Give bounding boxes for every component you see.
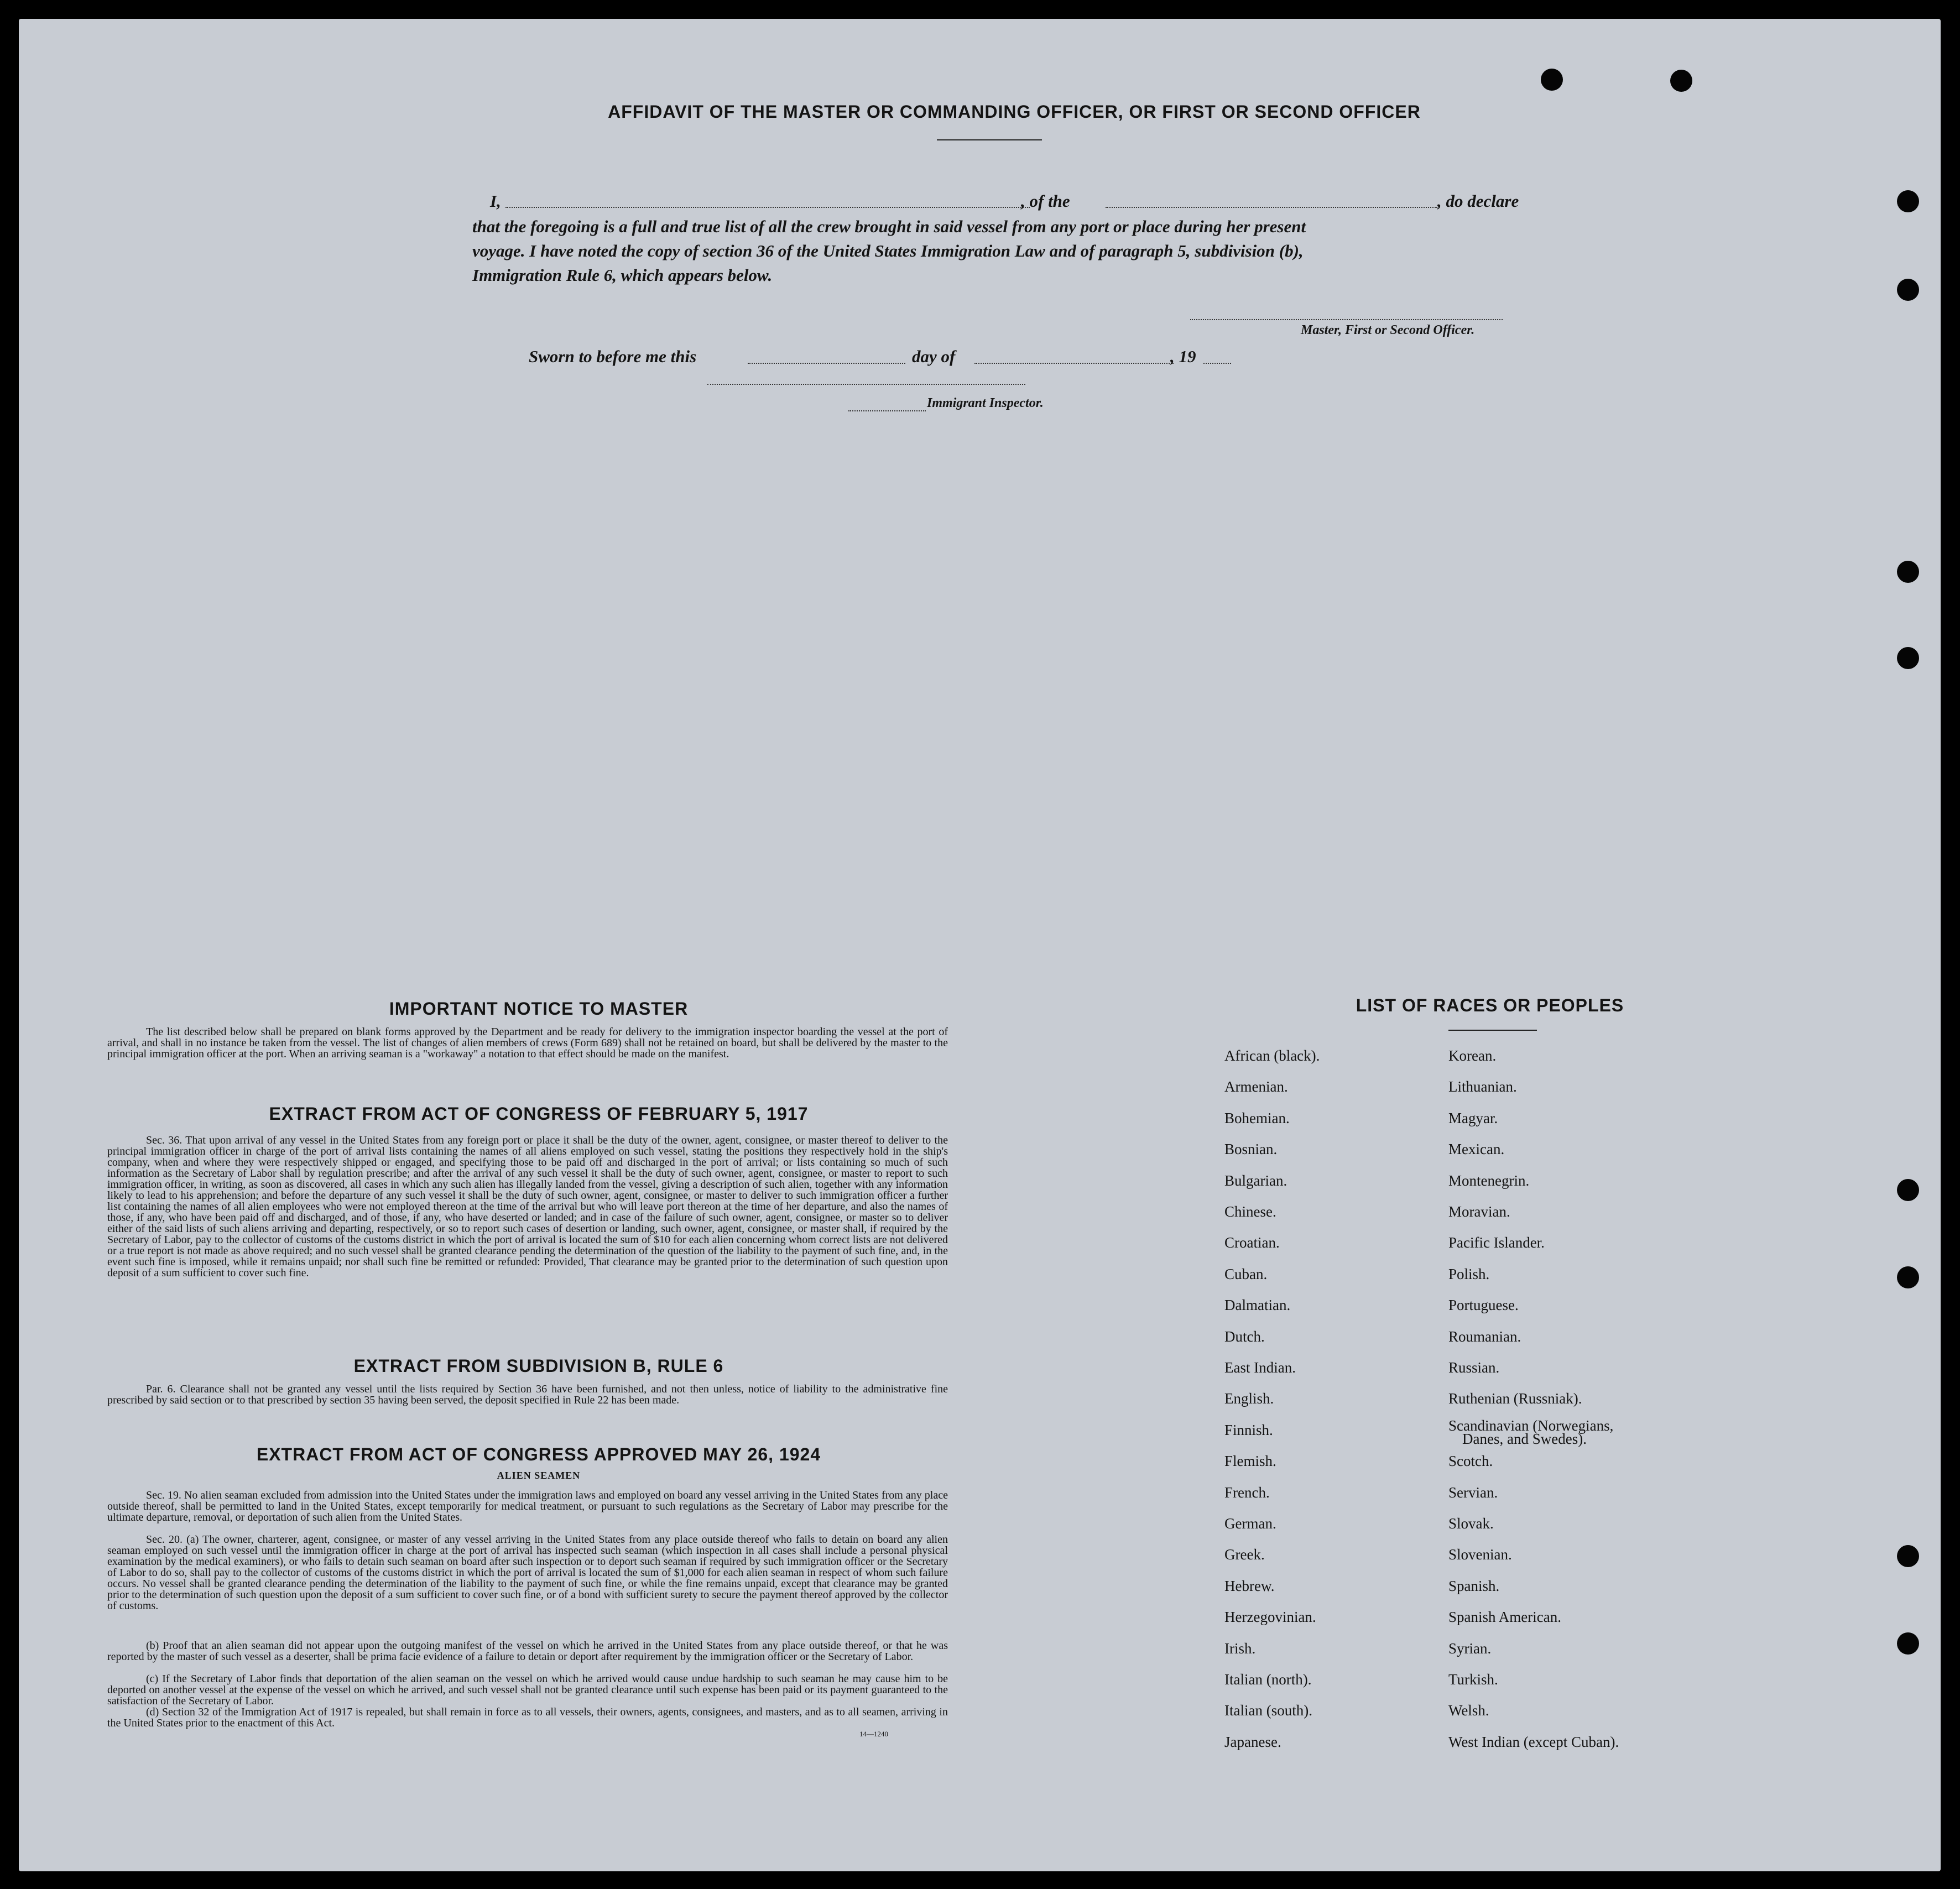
race-item: Hebrew.	[1224, 1578, 1275, 1594]
title-rule	[937, 139, 1042, 140]
race-item: Flemish.	[1224, 1453, 1276, 1469]
race-item: Roumanian.	[1448, 1328, 1521, 1345]
notice-text: The list described below shall be prepared on blank forms approved by the Department and be ready for delivery to the immigration inspector boarding the vessel at the port of arrival, and shall in no instance be taken from the vessel. The list of changes of alien members of crews (Form 689) shall not be retained on board, but shall be delivered by the master to the principal immigration officer at the port. When an arriving seaman is a "workaway" a notation to that effect should be made on the manifest.	[107, 1026, 948, 1060]
sworn-year-field[interactable]	[1203, 363, 1231, 364]
form-number: 14—1240	[859, 1730, 888, 1738]
punch-hole	[1897, 190, 1919, 212]
extract-rule6-text: Par. 6. Clearance shall not be granted any vessel until the lists required by Section 36 have been furnished, and not then unless, notice of liability to the administrative fine prescribed by said section or to that prescribed by section 35 having been served, the deposit specified in Rule 22 has been made.	[107, 1383, 948, 1406]
form-page	[19, 19, 1941, 1871]
race-item: Scandinavian (Norwegians,	[1448, 1417, 1614, 1434]
extract-1924-para: Sec. 19. No alien seaman excluded from admission into the United States under the immigration laws and employed on board any vessel arriving in the United States from any place outside thereof, shall be permitted to land in the United States, except temporarily for medical treatment, or pursuant to such regulations as the Secretary of Labor may prescribe for the ultimate departure, removal, or deportation of such alien from the United States.	[107, 1489, 948, 1523]
race-item: Slovak.	[1448, 1515, 1494, 1532]
race-item: Bulgarian.	[1224, 1172, 1287, 1189]
races-title: LIST OF RACES OR PEOPLES	[1356, 995, 1624, 1015]
extract-1924-title: EXTRACT FROM ACT OF CONGRESS APPROVED MAY 26, 1924	[256, 1444, 821, 1464]
race-item: Scotch.	[1448, 1453, 1493, 1469]
signature-label: Master, First or Second Officer.	[1301, 323, 1475, 337]
race-item: Bosnian.	[1224, 1141, 1278, 1157]
sworn-year-label: , 19	[1170, 347, 1196, 366]
race-item: Dutch.	[1224, 1328, 1265, 1345]
race-item: Turkish.	[1448, 1671, 1498, 1688]
extract-1917-title: EXTRACT FROM ACT OF CONGRESS OF FEBRUARY 5, 1917	[269, 1104, 809, 1124]
extract-1924-para: (c) If the Secretary of Labor finds that deportation of the alien seaman on the vessel on which he arrived would cause undue hardship to such seaman he may cause him to be deported on another vessel at the expense of the vessel on which he arrived, and such vessel shall not be granted clearance until such expense has been paid or its payment guaranteed to the satisfaction of the Secretary of Labor.	[107, 1673, 948, 1707]
race-item: Chinese.	[1224, 1203, 1276, 1220]
race-item: Italian (south).	[1224, 1702, 1312, 1719]
race-item: Dalmatian.	[1224, 1297, 1291, 1313]
race-item: Korean.	[1448, 1047, 1497, 1064]
race-item: Montenegrin.	[1448, 1172, 1530, 1189]
race-item: African (black).	[1224, 1047, 1320, 1064]
notice-title: IMPORTANT NOTICE TO MASTER	[389, 999, 689, 1019]
extract-1924-para: (d) Section 32 of the Immigration Act of 1917 is repealed, but shall remain in force as to all vessels, their owners, agents, consignees, and masters, and as to all seamen, arriving in the United States prior to the enactment of this Act.	[107, 1706, 948, 1729]
extract-1924-para: (b) Proof that an alien seaman did not appear upon the outgoing manifest of the vessel on which he arrived in the United States from any place outside thereof, or that he was reported by the master of such vessel as a deserter, shall be prima facie evidence of a failure to detain or deport after requirement by the immigration officer or the Secretary of Labor.	[107, 1640, 948, 1663]
race-item: Polish.	[1448, 1266, 1490, 1282]
affidavit-title: AFFIDAVIT OF THE MASTER OR COMMANDING OFFICER, OR FIRST OR SECOND OFFICER	[608, 102, 1421, 122]
race-item: Ruthenian (Russniak).	[1448, 1390, 1582, 1407]
punch-hole	[1897, 1266, 1919, 1288]
affidavit-body-line: that the foregoing is a full and true list of all the crew brought in said vessel from any port or place during her present	[472, 217, 1306, 236]
race-item: Portuguese.	[1448, 1297, 1519, 1313]
sworn-text: Sworn to before me this	[529, 347, 697, 366]
race-item: Herzegovinian.	[1224, 1609, 1316, 1625]
vessel-field[interactable]	[1106, 207, 1437, 208]
race-item: Syrian.	[1448, 1640, 1492, 1657]
race-item: Mexican.	[1448, 1141, 1505, 1157]
punch-hole	[1897, 561, 1919, 583]
race-item: Japanese.	[1224, 1734, 1281, 1750]
extract-1924-para: Sec. 20. (a) The owner, charterer, agent, consignee, or master of any vessel arriving in the United States from any place outside thereof who fails to detain on board any alien seaman employed on such vessel until the immigration officer in charge at the port of arrival has inspected such seaman (which inspection in all cases shall include a personal physical examination by the medical examiners), or who fails to detain such seaman on board after such inspection or to deport such seaman if required by such immigration officer or the Secretary of Labor to do so, shall pay to the collector of customs of the customs district in which the port of arrival is located the sum of $1,000 for each alien seaman in respect of whom such failure occurs. No vessel shall be granted clearance pending the determination of the liability to the payment of such fine, or while the fine remains unpaid, except that clearance may be granted prior to the determination of such question upon the deposit of a sum sufficient to cover such fine, or of a bond with sufficient surety to secure the payment thereof approved by the collector of customs.	[107, 1533, 948, 1612]
race-item: English.	[1224, 1390, 1274, 1407]
race-item: Spanish American.	[1448, 1609, 1561, 1625]
race-item: Spanish.	[1448, 1578, 1500, 1594]
extract-1917-text: Sec. 36. That upon arrival of any vessel in the United States from any foreign port or place it shall be the duty of the owner, agent, consignee, or master thereof to deliver to the principal immigration officer in charge of the port of arrival lists containing the names of all aliens employed on such vessel, stating the positions they respectively hold in the ship's company, when and where they were respectively shipped or engaged, and specifying those to be paid off and discharged in the port of arrival; or lists containing so much of such information as the Secretary of Labor shall by regulation prescribe; and after the arrival of any such vessel it shall be the duty of such owner, agent, consignee, or master to report to such immigration officer, in writing, as soon as discovered, all cases in which any such alien has illegally landed from the vessel, giving a description of such alien, together with any information likely to lead to his apprehension; and before the departure of any such vessel it shall be the duty of such owner, agent, consignee, or master to deliver to such immigration officer a further list containing the names of all alien employees who were not employed thereon at the time of the arrival but who will leave port thereon at the time of her departure, and also the names of those, if any, who have been paid off and discharged, and of those, if any, who have deserted or landed; and in case of the failure of such owner, agent, consignee, or master so to deliver either of the said lists of such aliens arriving and departing, respectively, or so to report such cases of desertion or landing, such owner, agent, consignee, or master shall, if required by the Secretary of Labor, pay to the collector of customs of the customs district in which the port of arrival is located the sum of $10 for each alien concerning whom correct lists are not delivered or a true report is not made as above required; and no such vessel shall be granted clearance pending the determination of the question of the liability to the payment of such fine, and, in the event such fine is imposed, while it remains unpaid; nor shall such fine be remitted or refunded: Provided, That clearance may be granted prior to the determination of such question upon deposit of a sum sufficient to cover such fine.	[107, 1134, 948, 1279]
inspector-signature-field[interactable]	[707, 384, 1025, 385]
race-item: French.	[1224, 1484, 1270, 1501]
sworn-day-field[interactable]	[748, 363, 905, 364]
punch-hole	[1541, 69, 1563, 91]
sworn-day-label: day of	[912, 347, 956, 366]
race-item: Greek.	[1224, 1546, 1265, 1563]
extract-1924-subtitle: ALIEN SEAMEN	[497, 1470, 581, 1481]
affidavit-body-line: voyage. I have noted the copy of section 36 of the United States Immigration Law and of paragraph 5, subdivision (b),	[472, 241, 1304, 260]
punch-hole	[1897, 1545, 1919, 1567]
race-item: Magyar.	[1448, 1110, 1498, 1126]
race-item: Cuban.	[1224, 1266, 1268, 1282]
race-item: Bohemian.	[1224, 1110, 1290, 1126]
race-item: Armenian.	[1224, 1078, 1288, 1095]
punch-hole	[1897, 1179, 1919, 1201]
race-item: Lithuanian.	[1448, 1078, 1517, 1095]
punch-hole	[1897, 647, 1919, 669]
signature-field[interactable]	[1190, 319, 1503, 320]
race-item: German.	[1224, 1515, 1276, 1532]
extract-rule6-title: EXTRACT FROM SUBDIVISION B, RULE 6	[353, 1356, 724, 1376]
race-item: Servian.	[1448, 1484, 1498, 1501]
race-item: East Indian.	[1224, 1359, 1296, 1376]
inspector-dots	[848, 410, 926, 411]
race-item: Finnish.	[1224, 1422, 1273, 1438]
inspector-label: Immigrant Inspector.	[927, 396, 1044, 410]
punch-hole	[1897, 279, 1919, 301]
race-item: Moravian.	[1448, 1203, 1510, 1220]
races-rule	[1448, 1030, 1537, 1031]
sworn-month-field[interactable]	[974, 363, 1174, 364]
punch-hole	[1897, 1632, 1919, 1655]
race-item: Welsh.	[1448, 1702, 1489, 1719]
affidavit-line1-start: I,	[490, 191, 501, 211]
race-item: Russian.	[1448, 1359, 1500, 1376]
name-field[interactable]	[505, 207, 1030, 208]
race-item: Slovenian.	[1448, 1546, 1512, 1563]
race-item: Danes, and Swedes).	[1462, 1431, 1587, 1447]
affidavit-body-line: Immigration Rule 6, which appears below.	[472, 265, 773, 285]
affidavit-line1-mid: , of the	[1021, 191, 1070, 211]
race-item: West Indian (except Cuban).	[1448, 1734, 1619, 1750]
punch-hole	[1670, 70, 1692, 92]
affidavit-line1-end: , do declare	[1437, 191, 1519, 211]
race-item: Irish.	[1224, 1640, 1256, 1657]
race-item: Pacific Islander.	[1448, 1234, 1545, 1251]
race-item: Italian (north).	[1224, 1671, 1312, 1688]
race-item: Croatian.	[1224, 1234, 1280, 1251]
